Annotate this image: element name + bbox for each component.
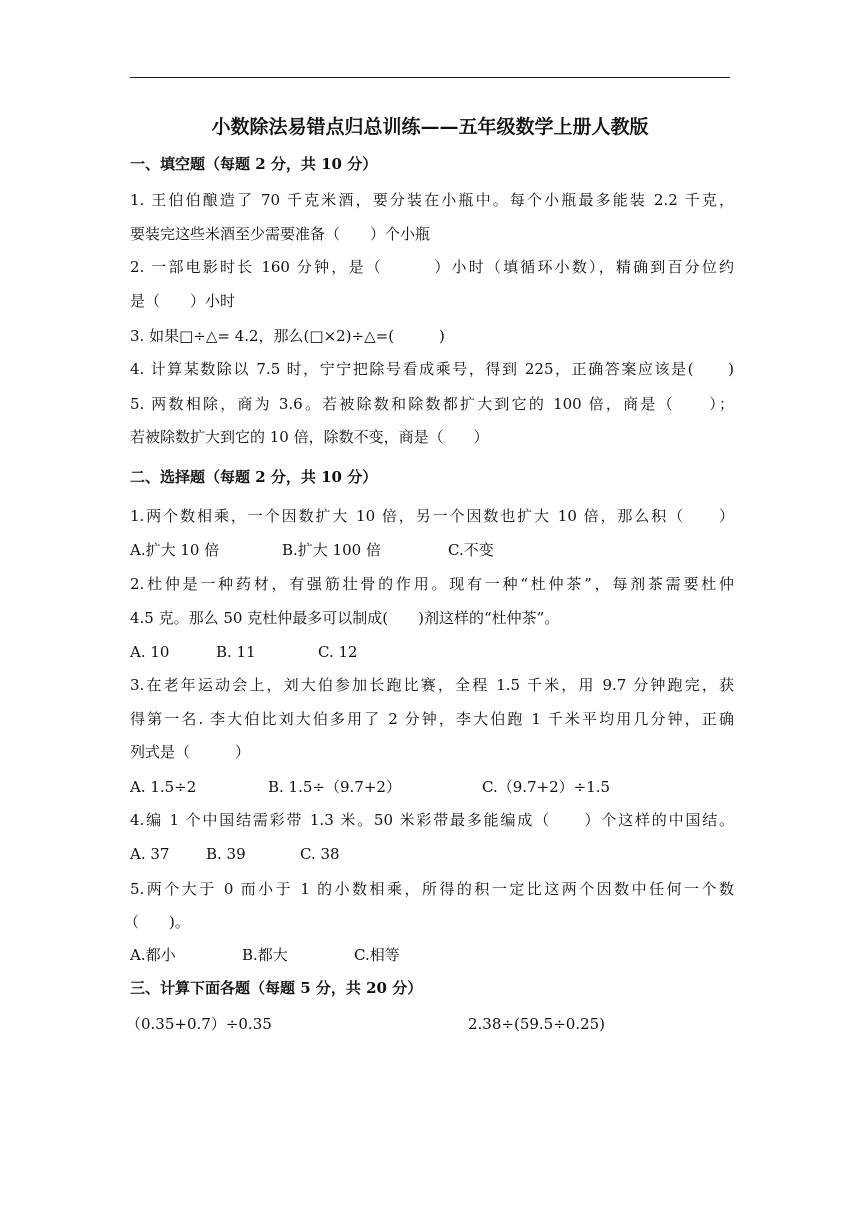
option-b: B. 11: [216, 643, 256, 661]
question-line: （ )。: [124, 913, 190, 931]
question-line: 4.5 克。那么 50 克杜仲最多可以制成( )剂这样的“杜仲茶”。: [130, 609, 560, 627]
question-line: 1. 王伯伯酿造了 70 千克米酒，要分装在小瓶中。每个小瓶最多能装 2.2 千克，: [130, 191, 734, 209]
question-line: 5. 两数相除，商为 3.6。若被除数和除数都扩大到它的 100 倍，商是（ ）；: [130, 395, 734, 413]
question-line: 要装完这些米酒至少需要准备（ ）个小瓶: [130, 225, 431, 243]
question-line: 2. 一部电影时长 160 分钟，是（ ）小时（填循环小数），精确到百分位约: [130, 258, 734, 276]
expression-1: （0.35+0.7）÷0.35: [126, 1015, 272, 1033]
option-b: B. 1.5÷（9.7+2）: [268, 778, 401, 796]
question-line: 2.杜仲是一种药材，有强筋壮骨的作用。现有一种“杜仲茶”，每剂茶需要杜仲: [130, 575, 734, 593]
option-a: A. 37: [130, 845, 170, 863]
question-line: 列式是（ ）: [130, 743, 251, 761]
answer-options: [130, 776, 730, 798]
calculation-expressions: [126, 1013, 730, 1035]
question-line: 4.编 1 个中国结需彩带 1.3 米。50 米彩带最多能编成（ ）个这样的中国结。: [130, 811, 734, 829]
question-line: 5.两个大于 0 而小于 1 的小数相乘，所得的积一定比这两个因数中任何一个数: [130, 880, 734, 898]
answer-options: [130, 843, 730, 865]
option-c: C. 12: [318, 643, 358, 661]
option-a: A.扩大 10 倍: [130, 541, 220, 559]
expression-2: 2.38÷(59.5÷0.25): [468, 1015, 606, 1033]
section-heading-calculation: 三、计算下面各题（每题 5 分，共 20 分）: [130, 979, 423, 997]
section-heading-multiple-choice: 二、选择题（每题 2 分，共 10 分）: [130, 468, 378, 486]
question-line: 得第一名. 李大伯比刘大伯多用了 2 分钟，李大伯跑 1 千米平均用几分钟，正确: [130, 710, 734, 728]
option-b: B.都大: [242, 946, 288, 964]
option-c: C.（9.7+2）÷1.5: [482, 778, 611, 796]
question-line: 3. 如果□÷△= 4.2，那么(□×2)÷△=( ): [130, 327, 445, 345]
page-title: 小数除法易错点归总训练——五年级数学上册人教版: [211, 116, 649, 138]
option-a: A. 1.5÷2: [130, 778, 197, 796]
option-a: A. 10: [130, 643, 170, 661]
question-line: 若被除数扩大到它的 10 倍，除数不变，商是（ ）: [130, 428, 489, 446]
option-c: C. 38: [300, 845, 340, 863]
question-line: 是（ ）小时: [130, 292, 236, 310]
header-rule: [130, 77, 730, 78]
option-b: B. 39: [206, 845, 246, 863]
question-line: 3.在老年运动会上，刘大伯参加长跑比赛，全程 1.5 千米，用 9.7 分钟跑完，获: [130, 676, 734, 694]
question-line: 1.两个数相乘，一个因数扩大 10 倍，另一个因数也扩大 10 倍，那么积（ ）: [130, 507, 734, 525]
option-b: B.扩大 100 倍: [282, 541, 381, 559]
answer-options: [130, 539, 730, 561]
answer-options: [130, 944, 730, 966]
section-heading-fill-blank: 一、填空题（每题 2 分，共 10 分）: [130, 155, 378, 173]
option-a: A.都小: [130, 946, 176, 964]
option-c: C.相等: [354, 946, 400, 964]
option-c: C.不变: [448, 541, 494, 559]
question-line: 4. 计算某数除以 7.5 时，宁宁把除号看成乘号，得到 225，正确答案应该是( ): [130, 360, 734, 378]
answer-options: [130, 641, 730, 663]
